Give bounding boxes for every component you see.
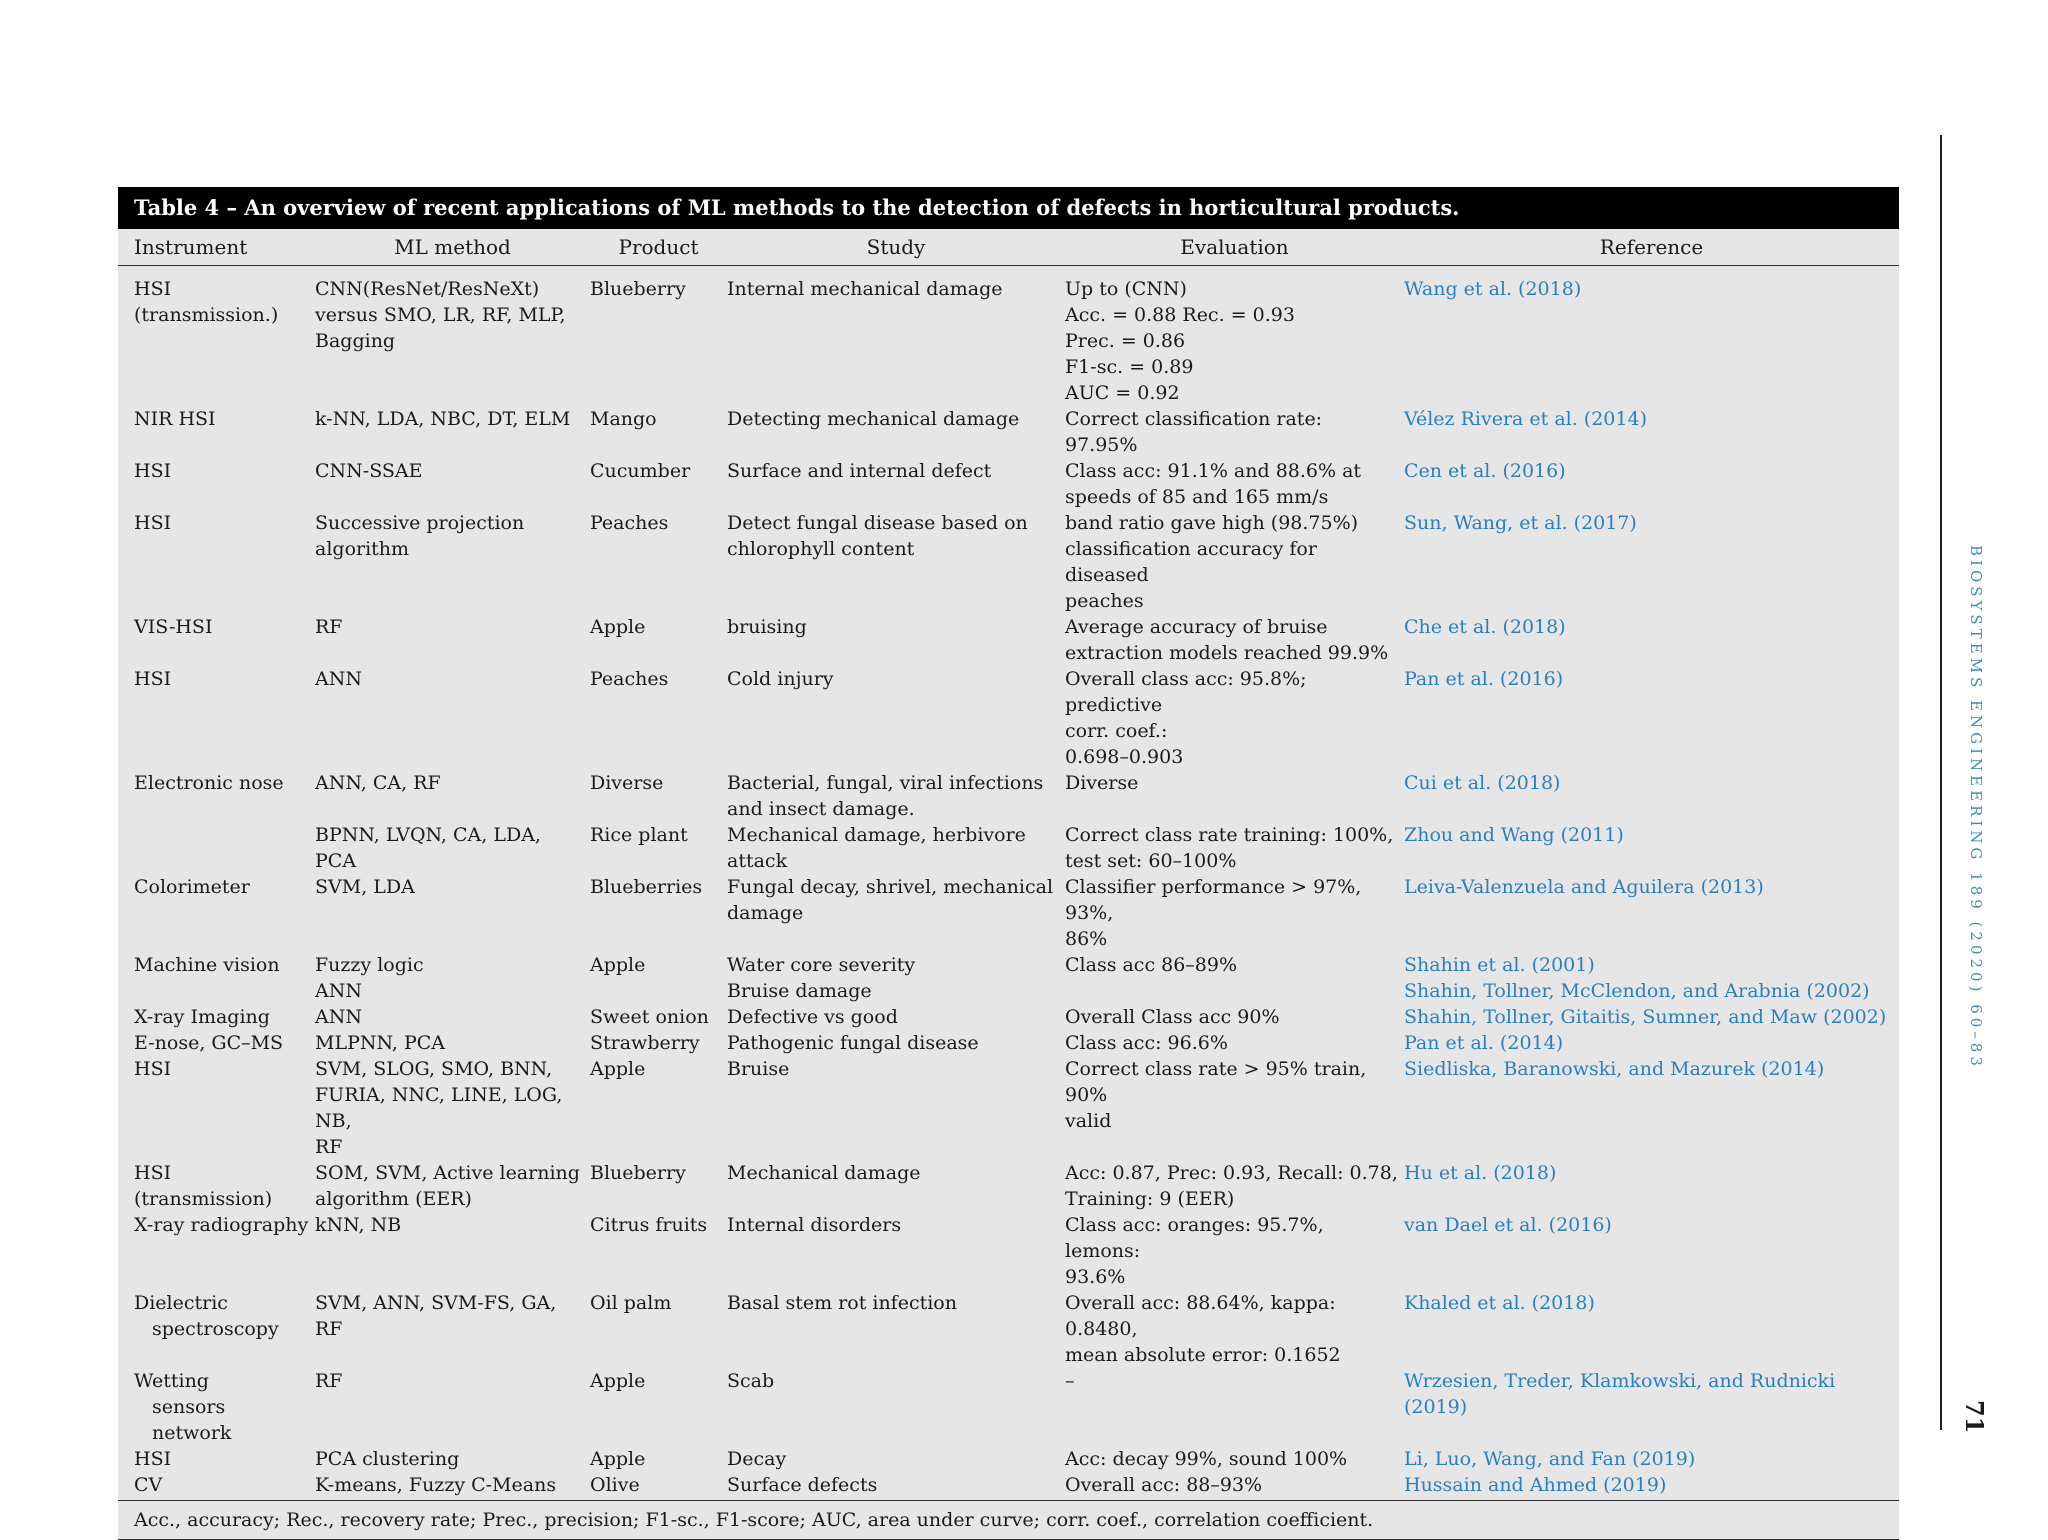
- method-line: RF: [315, 1370, 343, 1392]
- reference-line[interactable]: Shahin et al. (2001): [1404, 954, 1595, 976]
- table-row: [118, 666, 1899, 770]
- cell-evaluation: [1065, 1472, 1404, 1500]
- table-footnote: Acc., accuracy; Rec., recovery rate; Prec., precision; F1-sc., F1-score; AUC, area under curve; corr. coef., correlation coefficient.: [118, 1500, 1899, 1540]
- study-line: Cold injury: [727, 668, 834, 690]
- cell-product: [590, 1030, 727, 1056]
- reference-line[interactable]: Vélez Rivera et al. (2014): [1404, 408, 1647, 430]
- cell-reference[interactable]: [1404, 822, 1899, 874]
- table-caption: Table 4 – An overview of recent applications of ML methods to the detection of defects in horticultural products.: [118, 187, 1899, 229]
- method-line: RF: [315, 1136, 343, 1158]
- cell-evaluation: [1065, 614, 1404, 666]
- method-line: MLPNN, PCA: [315, 1032, 446, 1054]
- header-study: Study: [727, 229, 1065, 266]
- instrument-line: NIR HSI: [134, 408, 216, 430]
- method-line: SOM, SVM, Active learning: [315, 1162, 580, 1184]
- method-line: k-NN, LDA, NBC, DT, ELM: [315, 408, 571, 430]
- evaluation-line: Average accuracy of bruise: [1065, 616, 1328, 638]
- study-line: Internal disorders: [727, 1214, 902, 1236]
- cell-evaluation: [1065, 1030, 1404, 1056]
- instrument-line: HSI (transmission): [134, 1162, 273, 1210]
- cell-study: [727, 1290, 1065, 1368]
- method-line: Bagging: [315, 330, 396, 352]
- evaluation-line: valid: [1065, 1110, 1112, 1132]
- cell-instrument: [118, 406, 315, 458]
- product-line: Blueberry: [590, 1162, 686, 1184]
- evaluation-line: mean absolute error: 0.1652: [1065, 1344, 1341, 1366]
- product-line: Apple: [590, 616, 646, 638]
- cell-study: [727, 1004, 1065, 1030]
- method-line: ANN: [315, 668, 362, 690]
- reference-line[interactable]: Cen et al. (2016): [1404, 460, 1566, 482]
- cell-reference[interactable]: [1404, 406, 1899, 458]
- cell-evaluation: [1065, 874, 1404, 952]
- evaluation-line: Up to (CNN): [1065, 278, 1187, 300]
- table-row: [118, 406, 1899, 458]
- product-line: Strawberry: [590, 1032, 700, 1054]
- cell-product: [590, 874, 727, 952]
- cell-study: [727, 1056, 1065, 1160]
- instrument-line: spectroscopy: [152, 1318, 279, 1340]
- cell-product: [590, 510, 727, 614]
- instrument-line: Colorimeter: [134, 876, 250, 898]
- cell-evaluation: [1065, 952, 1404, 1004]
- cell-product: [590, 1160, 727, 1212]
- cell-study: [727, 1368, 1065, 1446]
- cell-instrument: [118, 1290, 315, 1368]
- evaluation-line: 86%: [1065, 928, 1108, 950]
- cell-study: [727, 458, 1065, 510]
- cell-product: [590, 1212, 727, 1290]
- cell-product: [590, 406, 727, 458]
- reference-line[interactable]: van Dael et al. (2016): [1404, 1214, 1612, 1236]
- cell-evaluation: [1065, 1056, 1404, 1160]
- evaluation-line: 93.6%: [1065, 1266, 1126, 1288]
- cell-reference[interactable]: [1404, 266, 1899, 407]
- cell-product: [590, 822, 727, 874]
- cell-reference[interactable]: [1404, 1472, 1899, 1500]
- instrument-line: X-ray radiography: [134, 1214, 309, 1236]
- cell-study: [727, 1446, 1065, 1472]
- cell-reference[interactable]: [1404, 1446, 1899, 1472]
- instrument-line: E-nose, GC–MS: [134, 1032, 284, 1054]
- evaluation-line: AUC = 0.92: [1065, 382, 1180, 404]
- evaluation-line: classification accuracy for diseased: [1065, 538, 1317, 586]
- method-line: SVM, LDA: [315, 876, 415, 898]
- product-line: Apple: [590, 1370, 646, 1392]
- cell-instrument: [118, 1472, 315, 1500]
- table-row: [118, 952, 1899, 1004]
- cell-method: [315, 770, 590, 822]
- cell-method: [315, 1160, 590, 1212]
- study-line: Mechanical damage, herbivore: [727, 824, 1026, 846]
- evaluation-line: Prec. = 0.86: [1065, 330, 1186, 352]
- header-product: Product: [590, 229, 727, 266]
- cell-method: [315, 266, 590, 407]
- study-line: Defective vs good: [727, 1006, 898, 1028]
- cell-evaluation: [1065, 1290, 1404, 1368]
- study-line: Bruise damage: [727, 980, 872, 1002]
- method-line: PCA clustering: [315, 1448, 460, 1470]
- cell-method: [315, 952, 590, 1004]
- cell-product: [590, 1056, 727, 1160]
- cell-reference[interactable]: [1404, 1030, 1899, 1056]
- cell-product: [590, 614, 727, 666]
- instrument-line: Electronic nose: [134, 772, 284, 794]
- header-reference: Reference: [1404, 229, 1899, 266]
- cell-study: [727, 1160, 1065, 1212]
- cell-method: [315, 666, 590, 770]
- cell-study: [727, 874, 1065, 952]
- table-4: [118, 187, 1899, 1540]
- reference-line[interactable]: Shahin, Tollner, McClendon, and Arabnia (2002): [1404, 980, 1870, 1002]
- instrument-line: HSI: [134, 1448, 172, 1470]
- cell-instrument: [118, 510, 315, 614]
- cell-reference[interactable]: [1404, 510, 1899, 614]
- evaluation-line: F1-sc. = 0.89: [1065, 356, 1194, 378]
- evaluation-line: Acc: decay 99%, sound 100%: [1065, 1448, 1348, 1470]
- cell-product: [590, 1004, 727, 1030]
- cell-instrument: [118, 266, 315, 407]
- method-line: Successive projection: [315, 512, 525, 534]
- cell-study: [727, 510, 1065, 614]
- study-line: and insect damage.: [727, 798, 915, 820]
- cell-instrument: [118, 1160, 315, 1212]
- cell-study: [727, 770, 1065, 822]
- cell-reference[interactable]: [1404, 770, 1899, 822]
- product-line: Sweet onion: [590, 1006, 709, 1028]
- cell-evaluation: [1065, 510, 1404, 614]
- method-line: BPNN, LVQN, CA, LDA, PCA: [315, 824, 541, 872]
- evaluation-line: band ratio gave high (98.75%): [1065, 512, 1359, 534]
- reference-line[interactable]: Cui et al. (2018): [1404, 772, 1561, 794]
- evaluation-line: Correct class rate > 95% train, 90%: [1065, 1058, 1367, 1106]
- method-line: RF: [315, 616, 343, 638]
- evaluation-line: Class acc: oranges: 95.7%, lemons:: [1065, 1214, 1324, 1262]
- cell-product: [590, 1472, 727, 1500]
- instrument-line: Dielectric: [134, 1292, 228, 1314]
- cell-product: [590, 458, 727, 510]
- evaluation-line: Diverse: [1065, 772, 1139, 794]
- reference-line[interactable]: Che et al. (2018): [1404, 616, 1566, 638]
- instrument-line: HSI: [134, 460, 172, 482]
- cell-evaluation: [1065, 1368, 1404, 1446]
- table-row: [118, 1212, 1899, 1290]
- study-line: Surface defects: [727, 1474, 878, 1496]
- study-line: Detecting mechanical damage: [727, 408, 1020, 430]
- cell-evaluation: [1065, 266, 1404, 407]
- method-line: kNN, NB: [315, 1214, 402, 1236]
- evaluation-line: Class acc 86–89%: [1065, 954, 1238, 976]
- cell-reference[interactable]: [1404, 1368, 1899, 1446]
- cell-product: [590, 1368, 727, 1446]
- study-line: Water core severity: [727, 954, 916, 976]
- reference-line[interactable]: Pan et al. (2014): [1404, 1032, 1564, 1054]
- table-row: [118, 874, 1899, 952]
- table-row: [118, 1290, 1899, 1368]
- cell-study: [727, 614, 1065, 666]
- cell-method: [315, 1472, 590, 1500]
- cell-instrument: [118, 1004, 315, 1030]
- cell-reference[interactable]: [1404, 1290, 1899, 1368]
- method-line: ANN: [315, 980, 362, 1002]
- reference-line[interactable]: Leiva-Valenzuela and Aguilera (2013): [1404, 876, 1764, 898]
- evaluation-line: Acc. = 0.88 Rec. = 0.93: [1065, 304, 1295, 326]
- study-line: Internal mechanical damage: [727, 278, 1003, 300]
- reference-line[interactable]: Hussain and Ahmed (2019): [1404, 1474, 1667, 1496]
- cell-reference[interactable]: [1404, 952, 1899, 1004]
- cell-reference[interactable]: [1404, 614, 1899, 666]
- reference-line[interactable]: Zhou and Wang (2011): [1404, 824, 1624, 846]
- study-line: Pathogenic fungal disease: [727, 1032, 979, 1054]
- defects-table: [118, 229, 1899, 1500]
- evaluation-line: Class acc: 91.1% and 88.6% at: [1065, 460, 1362, 482]
- product-line: Rice plant: [590, 824, 688, 846]
- study-line: bruising: [727, 616, 807, 638]
- cell-instrument: [118, 458, 315, 510]
- table-row: [118, 510, 1899, 614]
- method-line: CNN(ResNet/ResNeXt): [315, 278, 540, 300]
- cell-method: [315, 458, 590, 510]
- journal-running-head: BIOSYSTEMS ENGINEERING 189 (2020) 60–83: [1967, 545, 1985, 1070]
- cell-product: [590, 666, 727, 770]
- instrument-line: Machine vision: [134, 954, 280, 976]
- table-row: [118, 1004, 1899, 1030]
- evaluation-line: extraction models reached 99.9%: [1065, 642, 1389, 664]
- instrument-line: X-ray Imaging: [134, 1006, 270, 1028]
- product-line: Diverse: [590, 772, 664, 794]
- study-line: chlorophyll content: [727, 538, 915, 560]
- evaluation-line: Overall Class acc 90%: [1065, 1006, 1280, 1028]
- product-line: Apple: [590, 1058, 646, 1080]
- cell-instrument: [118, 1212, 315, 1290]
- instrument-line: HSI: [134, 1058, 172, 1080]
- cell-method: [315, 406, 590, 458]
- cell-study: [727, 1030, 1065, 1056]
- evaluation-line: Overall acc: 88.64%, kappa: 0.8480,: [1065, 1292, 1336, 1340]
- cell-study: [727, 406, 1065, 458]
- instrument-line: network: [152, 1422, 232, 1444]
- product-line: Oil palm: [590, 1292, 672, 1314]
- study-line: Mechanical damage: [727, 1162, 921, 1184]
- table-row: [118, 614, 1899, 666]
- cell-instrument: [118, 666, 315, 770]
- cell-study: [727, 1472, 1065, 1500]
- cell-instrument: [118, 1446, 315, 1472]
- header-row: [118, 229, 1899, 266]
- evaluation-line: Overall acc: 88–93%: [1065, 1474, 1263, 1496]
- cell-instrument: [118, 770, 315, 822]
- product-line: Apple: [590, 954, 646, 976]
- evaluation-line: corr. coef.:: [1065, 720, 1168, 742]
- reference-line[interactable]: Li, Luo, Wang, and Fan (2019): [1404, 1448, 1696, 1470]
- cell-method: [315, 510, 590, 614]
- evaluation-line: Classifier performance > 97%, 93%,: [1065, 876, 1362, 924]
- method-line: algorithm: [315, 538, 410, 560]
- cell-product: [590, 770, 727, 822]
- method-line: SVM, SLOG, SMO, BNN,: [315, 1058, 553, 1080]
- cell-reference[interactable]: [1404, 1212, 1899, 1290]
- reference-line[interactable]: Shahin, Tollner, Gitaitis, Sumner, and Maw (2002): [1404, 1006, 1887, 1028]
- table-row: [118, 458, 1899, 510]
- instrument-line: sensors: [152, 1396, 226, 1418]
- cell-evaluation: [1065, 770, 1404, 822]
- cell-evaluation: [1065, 1004, 1404, 1030]
- method-line: FURIA, NNC, LINE, LOG, NB,: [315, 1084, 563, 1132]
- product-line: Peaches: [590, 668, 669, 690]
- table-row: [118, 266, 1899, 407]
- method-line: versus SMO, LR, RF, MLP,: [315, 304, 566, 326]
- evaluation-line: Overall class acc: 95.8%; predictive: [1065, 668, 1307, 716]
- product-line: Cucumber: [590, 460, 691, 482]
- table-row: [118, 1030, 1899, 1056]
- cell-instrument: [118, 614, 315, 666]
- study-line: Basal stem rot infection: [727, 1292, 957, 1314]
- cell-reference[interactable]: [1404, 1056, 1899, 1160]
- product-line: Blueberry: [590, 278, 686, 300]
- method-line: ANN, CA, RF: [315, 772, 441, 794]
- cell-method: [315, 1368, 590, 1446]
- study-line: attack: [727, 850, 788, 872]
- method-line: CNN-SSAE: [315, 460, 423, 482]
- instrument-line: CV: [134, 1474, 163, 1496]
- instrument-line: HSI (transmission.): [134, 278, 279, 326]
- study-line: Bacterial, fungal, viral infections: [727, 772, 1044, 794]
- evaluation-line: Training: 9 (EER): [1065, 1188, 1235, 1210]
- cell-instrument: [118, 874, 315, 952]
- study-line: Scab: [727, 1370, 775, 1392]
- cell-evaluation: [1065, 822, 1404, 874]
- method-line: K-means, Fuzzy C-Means: [315, 1474, 557, 1496]
- instrument-line: VIS-HSI: [134, 616, 213, 638]
- cell-instrument: [118, 952, 315, 1004]
- cell-instrument: [118, 1368, 315, 1446]
- cell-evaluation: [1065, 458, 1404, 510]
- evaluation-line: 0.698–0.903: [1065, 746, 1184, 768]
- cell-evaluation: [1065, 1446, 1404, 1472]
- cell-product: [590, 1446, 727, 1472]
- instrument-line: HSI: [134, 512, 172, 534]
- table-body: [118, 266, 1899, 1501]
- cell-reference[interactable]: [1404, 1004, 1899, 1030]
- cell-reference[interactable]: [1404, 666, 1899, 770]
- cell-study: [727, 822, 1065, 874]
- table-row: [118, 1368, 1899, 1446]
- evaluation-line: Correct class rate training: 100%,: [1065, 824, 1394, 846]
- reference-line[interactable]: Sun, Wang, et al. (2017): [1404, 512, 1637, 534]
- table-row: [118, 1056, 1899, 1160]
- page-number: 71: [1960, 1400, 1989, 1434]
- cell-instrument: [118, 1030, 315, 1056]
- table-row: [118, 770, 1899, 822]
- evaluation-line: Correct classification rate: 97.95%: [1065, 408, 1323, 456]
- cell-product: [590, 1290, 727, 1368]
- table-row: [118, 1472, 1899, 1500]
- evaluation-line: test set: 60–100%: [1065, 850, 1237, 872]
- study-line: Bruise: [727, 1058, 790, 1080]
- table-row: [118, 822, 1899, 874]
- product-line: Mango: [590, 408, 657, 430]
- instrument-line: Wetting: [134, 1370, 209, 1392]
- method-line: ANN: [315, 1006, 362, 1028]
- reference-line[interactable]: Siedliska, Baranowski, and Mazurek (2014): [1404, 1058, 1825, 1080]
- evaluation-line: Acc: 0.87, Prec: 0.93, Recall: 0.78,: [1065, 1162, 1398, 1184]
- product-line: Blueberries: [590, 876, 703, 898]
- cell-reference[interactable]: [1404, 874, 1899, 952]
- cell-method: [315, 1004, 590, 1030]
- cell-study: [727, 952, 1065, 1004]
- evaluation-line: Class acc: 96.6%: [1065, 1032, 1228, 1054]
- evaluation-line: –: [1065, 1370, 1075, 1392]
- reference-line[interactable]: Wrzesien, Treder, Klamkowski, and Rudnicki (2019): [1404, 1370, 1836, 1418]
- cell-method: [315, 1446, 590, 1472]
- header-instrument: Instrument: [118, 229, 315, 266]
- page-margin-rule: [1940, 135, 1942, 1430]
- product-line: Olive: [590, 1474, 640, 1496]
- cell-product: [590, 266, 727, 407]
- reference-line[interactable]: Pan et al. (2016): [1404, 668, 1564, 690]
- reference-line[interactable]: Wang et al. (2018): [1404, 278, 1582, 300]
- cell-evaluation: [1065, 1212, 1404, 1290]
- cell-method: [315, 1030, 590, 1056]
- product-line: Peaches: [590, 512, 669, 534]
- table-row: [118, 1446, 1899, 1472]
- method-line: algorithm (EER): [315, 1188, 472, 1210]
- cell-reference[interactable]: [1404, 1160, 1899, 1212]
- instrument-line: HSI: [134, 668, 172, 690]
- study-line: Fungal decay, shrivel, mechanical: [727, 876, 1054, 898]
- study-line: Surface and internal defect: [727, 460, 992, 482]
- header-ml-method: ML method: [315, 229, 590, 266]
- evaluation-line: speeds of 85 and 165 mm/s: [1065, 486, 1329, 508]
- cell-evaluation: [1065, 406, 1404, 458]
- product-line: Apple: [590, 1448, 646, 1470]
- cell-method: [315, 1290, 590, 1368]
- reference-line[interactable]: Khaled et al. (2018): [1404, 1292, 1595, 1314]
- cell-evaluation: [1065, 1160, 1404, 1212]
- cell-study: [727, 666, 1065, 770]
- cell-method: [315, 1056, 590, 1160]
- cell-method: [315, 1212, 590, 1290]
- cell-method: [315, 874, 590, 952]
- cell-study: [727, 1212, 1065, 1290]
- method-line: SVM, ANN, SVM-FS, GA, RF: [315, 1292, 557, 1340]
- cell-method: [315, 614, 590, 666]
- study-line: Detect fungal disease based on: [727, 512, 1028, 534]
- cell-study: [727, 266, 1065, 407]
- cell-instrument: [118, 1056, 315, 1160]
- method-line: Fuzzy logic: [315, 954, 424, 976]
- table-row: [118, 1160, 1899, 1212]
- reference-line[interactable]: Hu et al. (2018): [1404, 1162, 1557, 1184]
- header-evaluation: Evaluation: [1065, 229, 1404, 266]
- cell-product: [590, 952, 727, 1004]
- cell-evaluation: [1065, 666, 1404, 770]
- cell-reference[interactable]: [1404, 458, 1899, 510]
- cell-instrument: [118, 822, 315, 874]
- study-line: damage: [727, 902, 804, 924]
- product-line: Citrus fruits: [590, 1214, 708, 1236]
- cell-method: [315, 822, 590, 874]
- evaluation-line: peaches: [1065, 590, 1144, 612]
- study-line: Decay: [727, 1448, 787, 1470]
